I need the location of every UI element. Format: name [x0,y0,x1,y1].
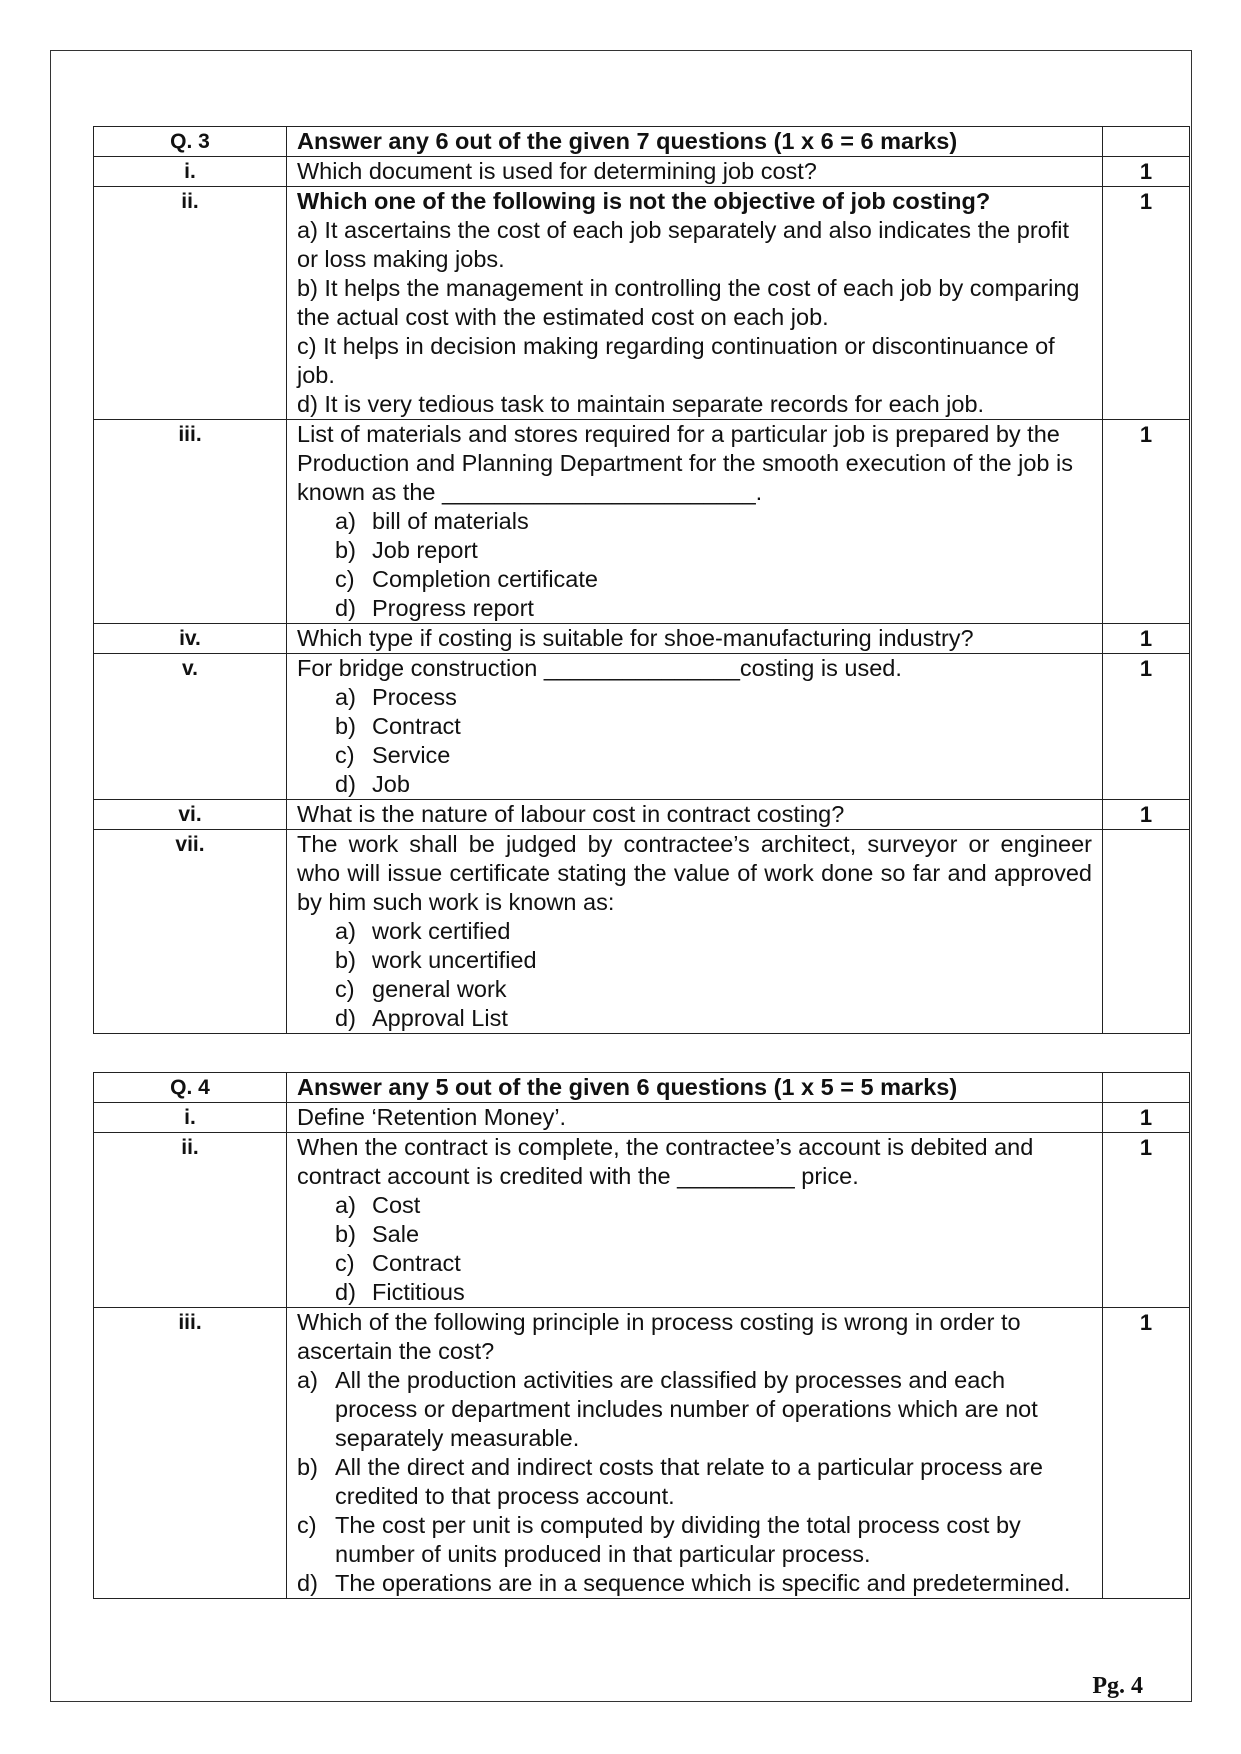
item-mark: 1 [1103,654,1190,800]
option-text: bill of materials [372,508,529,534]
item-body [287,420,1103,624]
item-mark: 1 [1103,187,1190,420]
item-text: Which of the following principle in process costing is wrong in order to ascertain the cost? [297,1309,1021,1364]
option-text: Job report [372,537,478,563]
item-text: Which one of the following is not the objective of job costing? [297,188,991,214]
item-mark: 1 [1103,1103,1190,1133]
item-body [287,1133,1103,1308]
option-label: b) [335,713,356,739]
option [335,1249,1092,1278]
option-text: Progress report [372,595,534,621]
option-text: Fictitious [372,1279,465,1305]
item-number: iv. [94,624,287,654]
option-label: c) [335,976,355,1002]
table-row [94,1308,1190,1599]
item-line: a) It ascertains the cost of each job separately and also indicates the profit or loss making jobs. [297,217,1070,272]
option [335,1191,1092,1220]
table-header-row [94,127,1190,157]
option [335,712,1092,741]
option [297,1511,1092,1569]
table-row [94,187,1190,420]
option-text: Approval List [372,1005,508,1031]
item-mark: 1 [1103,1133,1190,1308]
table-row [94,1133,1190,1308]
option-text: Contract [372,1250,461,1276]
item-line: d) It is very tedious task to maintain separate records for each job. [297,391,985,417]
option [335,594,1092,623]
option-label: b) [335,1221,356,1247]
item-mark: 1 [1103,157,1190,187]
option-label: a) [335,684,356,710]
option-label: b) [335,537,356,563]
option-label: b) [335,947,356,973]
option-label: a) [335,1192,356,1218]
table-row [94,654,1190,800]
item-text: For bridge construction _______________costing is used. [297,655,902,681]
marks-cell [1103,1073,1190,1103]
item-number: iii. [94,1308,287,1599]
option [297,1453,1092,1511]
item-text: When the contract is complete, the contractee’s account is debited and contract account is credited with the _________ price. [297,1134,1034,1189]
question-heading: Answer any 6 out of the given 7 questions (1 x 6 = 6 marks) [287,127,1103,157]
option [335,741,1092,770]
question-heading: Answer any 5 out of the given 6 questions (1 x 5 = 5 marks) [287,1073,1103,1103]
question-4-table [93,1072,1190,1599]
table-header-row [94,1073,1190,1103]
option-text: Job [372,771,410,797]
item-line: c) It helps in decision making regarding continuation or discontinuance of job. [297,333,1055,388]
item-number: i. [94,1103,287,1133]
option [335,683,1092,712]
option-text: general work [372,976,507,1002]
item-mark: 1 [1103,420,1190,624]
item-mark: 1 [1103,624,1190,654]
item-body [287,830,1103,1034]
option [335,917,1092,946]
item-body [287,654,1103,800]
option [335,1004,1092,1033]
table-row [94,1103,1190,1133]
page-number: Pg. 4 [1092,1673,1143,1699]
option-text: Contract [372,713,461,739]
option-label: c) [297,1512,317,1538]
item-line: b) It helps the management in controlling the cost of each job by comparing the actual cost with the estimated cost on each job. [297,275,1080,330]
item-number: vi. [94,800,287,830]
table-row [94,830,1190,1034]
option-text: Process [372,684,457,710]
option-label: d) [335,771,356,797]
option-text: work certified [372,918,511,944]
item-number: ii. [94,187,287,420]
question-3-table [93,126,1190,1034]
item-body [287,1308,1103,1599]
item-text: The work shall be judged by contractee’s architect, surveyor or engineer who will issue certificate stating the value of work done so far and approved by him such work is known as: [297,831,1092,915]
option-text: Sale [372,1221,420,1247]
item-mark [1103,830,1190,1034]
option-text: The cost per unit is computed by dividing the total process cost by number of units produced in that particular process. [335,1512,1021,1567]
item-text: Which document is used for determining job cost? [287,157,1103,187]
item-number: i. [94,157,287,187]
option-text: All the production activities are classified by processes and each process or department includes number of operations which are not separately measurable. [335,1367,1038,1451]
question-number: Q. 4 [94,1073,287,1103]
option [335,1278,1092,1307]
item-number: v. [94,654,287,800]
marks-cell [1103,127,1190,157]
option [297,1366,1092,1453]
table-row [94,157,1190,187]
option-text: Completion certificate [372,566,598,592]
item-text: List of materials and stores required for a particular job is prepared by the Production and Planning Department for the smooth execution of the job is known as the ________________________. [297,421,1073,505]
option-text: All the direct and indirect costs that relate to a particular process are credited to that process account. [335,1454,1043,1509]
option-label: c) [335,1250,355,1276]
table-row [94,800,1190,830]
option [335,975,1092,1004]
item-mark: 1 [1103,800,1190,830]
option-label: a) [297,1367,318,1393]
option-label: d) [335,1279,356,1305]
option-label: d) [335,595,356,621]
table-row [94,420,1190,624]
item-text: Which type if costing is suitable for shoe-manufacturing industry? [287,624,1103,654]
option-text: The operations are in a sequence which is specific and predetermined. [335,1570,1071,1596]
option-label: d) [297,1570,318,1596]
option [335,565,1092,594]
option [335,507,1092,536]
item-body [287,187,1103,420]
option [335,1220,1092,1249]
item-mark: 1 [1103,1308,1190,1599]
option-label: d) [335,1005,356,1031]
item-number: iii. [94,420,287,624]
option [335,536,1092,565]
table-row [94,624,1190,654]
item-number: vii. [94,830,287,1034]
question-number: Q. 3 [94,127,287,157]
option-label: c) [335,742,355,768]
option-text: work uncertified [372,947,537,973]
option-text: Cost [372,1192,421,1218]
item-text: What is the nature of labour cost in contract costing? [287,800,1103,830]
option [335,770,1092,799]
item-text: Define ‘Retention Money’. [287,1103,1103,1133]
option-label: b) [297,1454,318,1480]
option-label: a) [335,508,356,534]
option [335,946,1092,975]
option [297,1569,1092,1598]
option-text: Service [372,742,451,768]
item-number: ii. [94,1133,287,1308]
option-label: c) [335,566,355,592]
option-label: a) [335,918,356,944]
